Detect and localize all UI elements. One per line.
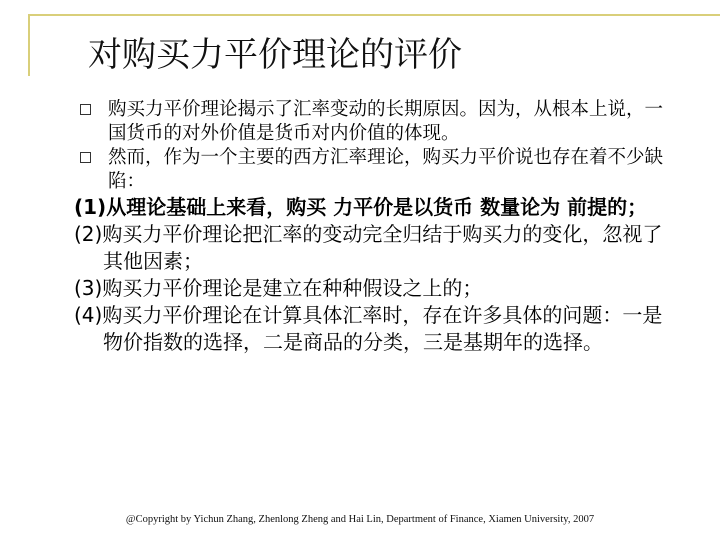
copyright-footer: @Copyright by Yichun Zhang, Zhenlong Zheng and Hai Lin, Department of Finance, Xiamen University, 2007: [125, 514, 595, 525]
square-bullet-icon: [80, 104, 91, 115]
slide-content: [74, 98, 680, 356]
numbered-point: (1)从理论基础上来看，购买 力平价是以货币 数量论为 前提的；: [74, 195, 648, 219]
bullet-text: 购买力平价理论揭示了汇率变动的长期原因。因为，从根本上说，一国货币的对外价值是货币对内价值的体现。: [108, 99, 664, 144]
slide-title: 对购买力平价理论的评价: [88, 35, 462, 75]
numbered-point: (3)购买力平价理论是建立在种种假设之上的；: [74, 276, 483, 300]
bullet-text: 然而，作为一个主要的西方汇率理论，购买力平价说也存在着不少缺陷：: [108, 147, 664, 192]
square-bullet-icon: [80, 152, 91, 163]
numbered-point: (2)购买力平价理论把汇率的变动完全归结于购买力的变化，忽视了其他因素；: [74, 222, 663, 273]
bullet-item: [80, 98, 680, 146]
numbered-point: (4)购买力平价理论在计算具体汇率时，存在许多具体的问题：一是物价指数的选择，二是商品的分类，三是基期年的选择。: [74, 303, 663, 354]
bullet-item: [80, 146, 680, 194]
